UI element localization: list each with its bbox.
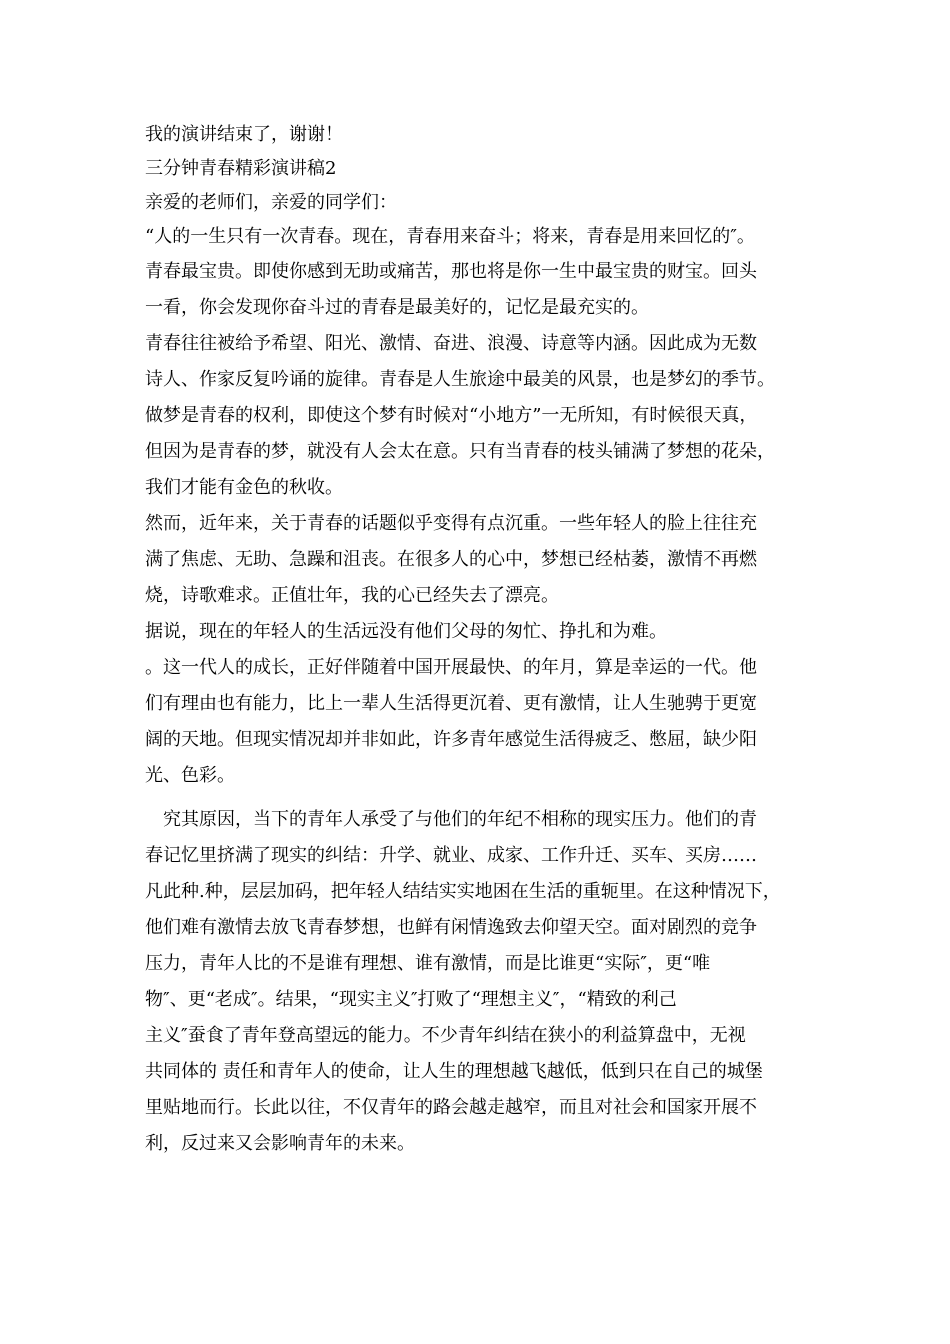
paragraph-line: 物″、更“老成″。结果，“现实主义″打败了“理想主义″，“精致的利己: [145, 989, 677, 1010]
paragraph-line: 利，反过来又会影响青年的未来。: [145, 1133, 415, 1154]
paragraph-line: 我的演讲结束了，谢谢！: [145, 124, 343, 145]
paragraph-gap: [145, 794, 825, 802]
paragraph-line: 我们才能有金色的秋收。: [145, 477, 343, 498]
paragraph-line: 满了焦虑、无助、急躁和沮丧。在很多人的心中，梦想已经枯萎，激情不再燃: [145, 549, 757, 570]
paragraph-line: 主义″蚕食了青年登高望远的能力。不少青年纠结在狭小的利益算盘中，无视: [145, 1025, 746, 1046]
salutation: 亲爱的老师们，亲爱的同学们：: [145, 192, 397, 213]
paragraph-line: 据说，现在的年轻人的生活远没有他们父母的匆忙、挣扎和为难。: [145, 621, 667, 642]
paragraph-line: 究其原因，当下的青年人承受了与他们的年纪不相称的现实压力。他们的青: [145, 809, 757, 830]
section-title: 三分钟青春精彩演讲稿2: [145, 158, 337, 179]
document-body: [145, 118, 825, 1162]
paragraph-line: 阔的天地。但现实情况却并非如此，许多青年感觉生活得疲乏、憋屈，缺少阳: [145, 729, 757, 750]
paragraph-line: 里贴地而行。长此以往，不仅青年的路会越走越窄，而且对社会和国家开展不: [145, 1097, 757, 1118]
paragraph-line: 们有理由也有能力，比上一辈人生活得更沉着、更有激情，让人生驰骋于更宽: [145, 693, 757, 714]
paragraph-line: 。这一代人的成长，正好伴随着中国开展最快、的年月，算是幸运的一代。他: [145, 657, 757, 678]
paragraph-line: 压力，青年人比的不是谁有理想、谁有激情，而是比谁更“实际″，更“唯: [145, 953, 711, 974]
paragraph-line: 凡此种.种，层层加码，把年轻人结结实实地困在生活的重轭里。在这种情况下，: [145, 881, 781, 902]
paragraph-line: 青春往往被给予希望、阳光、激情、奋进、浪漫、诗意等内涵。因此成为无数: [145, 333, 757, 354]
paragraph-line: 共同体的 责任和青年人的使命，让人生的理想越飞越低，低到只在自己的城堡: [145, 1061, 763, 1082]
paragraph-line: 他们难有激情去放飞青春梦想，也鲜有闲情逸致去仰望天空。面对剧烈的竞争: [145, 917, 757, 938]
paragraph-line: “人的一生只有一次青春。现在，青春用来奋斗；将来，青春是用来回忆的″。: [145, 226, 755, 247]
paragraph-line: 但因为是青春的梦，就没有人会太在意。只有当青春的枝头铺满了梦想的花朵，: [145, 441, 775, 462]
paragraph-line: 光、色彩。: [145, 765, 235, 786]
paragraph-line: 春记忆里挤满了现实的纠结：升学、就业、成家、工作升迁、买车、买房……: [145, 845, 757, 866]
paragraph-line: 青春最宝贵。即使你感到无助或痛苦，那也将是你一生中最宝贵的财宝。回头: [145, 261, 757, 282]
paragraph-line: 做梦是青春的权利，即使这个梦有时候对“小地方”一无所知，有时候很天真，: [145, 405, 758, 426]
paragraph-line: 诗人、作家反复吟诵的旋律。青春是人生旅途中最美的风景，也是梦幻的季节。: [145, 369, 775, 390]
paragraph-line: 然而，近年来，关于青春的话题似乎变得有点沉重。一些年轻人的脸上往往充: [145, 513, 757, 534]
paragraph-line: 一看，你会发现你奋斗过的青春是最美好的，记忆是最充实的。: [145, 297, 649, 318]
paragraph-line: 烧，诗歌难求。正值壮年，我的心已经失去了漂亮。: [145, 585, 559, 606]
